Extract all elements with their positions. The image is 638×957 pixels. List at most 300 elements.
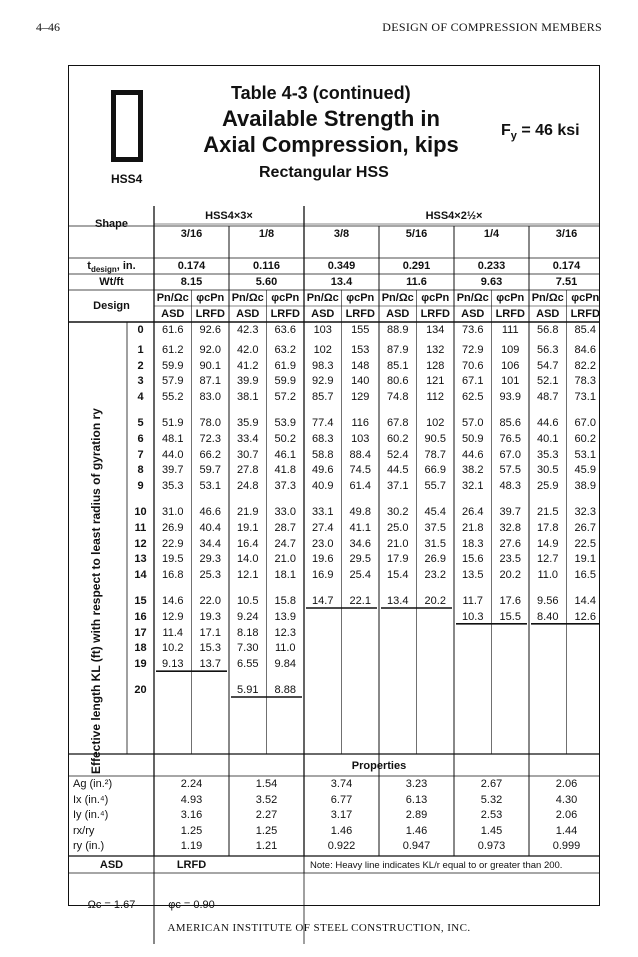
strength-value: 31.0	[162, 506, 184, 518]
property-value: 2.67	[480, 778, 503, 790]
strength-value: 93.9	[499, 391, 521, 404]
kl-value: 8	[137, 464, 144, 477]
strength-value: 102	[313, 343, 332, 356]
property-value: 0.947	[402, 840, 431, 852]
strength-value: 63.6	[274, 324, 296, 336]
strength-value: 45.9	[574, 464, 596, 477]
fy-symbol: F	[501, 122, 511, 139]
strength-value: 5.91	[237, 684, 259, 696]
phi-pn-header: φcPn	[421, 292, 450, 304]
properties-title: Properties	[351, 760, 407, 772]
strength-value: 109	[501, 343, 520, 356]
section-weight: 5.60	[255, 276, 278, 288]
strength-value: 45.4	[424, 506, 446, 518]
asd-subheader: ASD	[236, 308, 260, 320]
table-title	[191, 106, 471, 158]
strength-value: 103	[313, 324, 332, 336]
kl-value: 9	[137, 480, 144, 493]
strength-value: 13.9	[274, 610, 296, 623]
kl-value: 5	[137, 417, 144, 429]
strength-value: 90.1	[199, 359, 221, 372]
strength-value: 14.4	[574, 595, 596, 607]
strength-value: 92.0	[199, 343, 221, 356]
strength-value: 112	[426, 391, 445, 404]
strength-value: 55.2	[162, 391, 184, 404]
strength-value: 78.0	[199, 417, 221, 429]
strength-value: 63.2	[274, 343, 296, 356]
strength-value: 48.7	[537, 391, 559, 404]
strength-value: 14.0	[237, 553, 259, 566]
strength-value: 10.3	[462, 610, 484, 623]
strength-value: 85.1	[387, 359, 409, 372]
strength-value: 52.1	[537, 375, 559, 388]
asd-subheader: ASD	[461, 308, 485, 320]
strength-value: 41.2	[237, 359, 259, 372]
strength-value: 67.8	[387, 417, 409, 429]
strength-value: 57.2	[274, 391, 296, 404]
strength-value: 82.2	[574, 359, 596, 372]
tdesign-subscript: design	[90, 265, 117, 275]
strength-value: 40.4	[199, 521, 221, 534]
strength-value: 38.9	[574, 480, 596, 493]
strength-value: 50.2	[274, 432, 296, 445]
strength-value: 12.7	[537, 553, 559, 566]
hss-shape-icon	[111, 90, 143, 162]
strength-value: 25.3	[199, 569, 221, 582]
strength-value: 29.3	[199, 553, 221, 566]
strength-value: 32.8	[499, 521, 521, 534]
strength-value: 74.8	[387, 391, 409, 404]
section-thickness: 1/4	[483, 228, 500, 240]
strength-value: 59.7	[199, 464, 221, 477]
kl-value: 0	[137, 324, 144, 336]
strength-value: 74.5	[349, 464, 371, 477]
strength-value: 56.8	[537, 324, 559, 336]
property-value: 1.44	[555, 824, 578, 837]
strength-value: 26.9	[162, 521, 184, 534]
pn-omega-header: Pn/Ωc	[306, 292, 339, 304]
strength-value: 19.3	[199, 610, 221, 623]
strength-value: 27.8	[237, 464, 259, 477]
strength-value: 32.3	[574, 506, 596, 518]
kl-value: 13	[134, 553, 147, 566]
strength-value: 10.2	[162, 642, 184, 655]
strength-value: 155	[351, 324, 370, 336]
property-value: 2.06	[555, 778, 578, 790]
strength-value: 24.7	[274, 537, 296, 550]
property-value: 1.45	[480, 824, 503, 837]
section-tdesign: 0.291	[402, 260, 431, 272]
section-thickness: 3/16	[180, 228, 203, 240]
strength-value: 92.6	[199, 324, 221, 336]
kl-value: 4	[137, 391, 144, 404]
fy-subscript: y	[510, 130, 517, 143]
strength-value: 48.3	[499, 480, 521, 493]
section-title: DESIGN OF COMPRESSION MEMBERS	[382, 20, 602, 34]
lrfd-subheader: LRFD	[195, 308, 225, 320]
kl-value: 11	[134, 521, 147, 534]
strength-value: 106	[501, 359, 520, 372]
kl-value: 20	[134, 684, 147, 696]
property-value: 4.30	[555, 793, 578, 806]
strength-value: 34.6	[349, 537, 371, 550]
strength-value: 66.9	[424, 464, 446, 477]
strength-value: 9.56	[537, 595, 559, 607]
kl-value: 7	[137, 448, 144, 461]
strength-value: 9.13	[162, 658, 184, 671]
kl-axis-label: Effective length KL (ft) with respect to least radius of gyration ry	[89, 408, 103, 774]
strength-value: 102	[426, 417, 445, 429]
strength-value: 35.9	[237, 417, 259, 429]
strength-value: 27.6	[499, 537, 521, 550]
strength-value: 46.1	[274, 448, 296, 461]
table-title-line1: Available Strength in	[221, 106, 440, 131]
page-footer: AMERICAN INSTITUTE OF STEEL CONSTRUCTION, INC.	[167, 922, 471, 934]
strength-value: 39.7	[162, 464, 184, 477]
strength-value: 44.6	[537, 417, 559, 429]
strength-value: 88.4	[349, 448, 371, 461]
strength-value: 55.7	[424, 480, 446, 493]
property-value: 1.21	[255, 840, 278, 852]
table-number: Table 4-3 (continued)	[231, 83, 411, 103]
strength-value: 19.6	[312, 553, 334, 566]
strength-value: 35.3	[162, 480, 184, 493]
strength-value: 8.40	[537, 610, 559, 623]
pn-omega-header: Pn/Ωc	[456, 292, 489, 304]
strength-value: 76.5	[499, 432, 521, 445]
strength-value: 67.0	[499, 448, 521, 461]
strength-value: 98.3	[312, 359, 334, 372]
property-value: 1.46	[330, 824, 353, 837]
strength-value: 12.1	[237, 569, 259, 582]
kl-value: 17	[134, 626, 147, 639]
strength-value: 128	[426, 359, 445, 372]
strength-value: 85.4	[574, 324, 596, 336]
property-label: ry (in.)	[73, 840, 105, 852]
strength-value: 72.9	[462, 343, 484, 356]
property-value: 1.25	[255, 824, 278, 837]
kl-value: 19	[134, 658, 147, 671]
strength-value: 38.2	[462, 464, 484, 477]
phi-pn-header: φcPn	[346, 292, 375, 304]
strength-value: 19.1	[237, 521, 259, 534]
property-value: 0.922	[327, 840, 356, 852]
table-frame	[68, 65, 600, 911]
section-weight: 11.6	[406, 276, 427, 288]
strength-value: 67.0	[574, 417, 596, 429]
strength-value: 37.5	[424, 521, 446, 534]
group-header-1: HSS4×2½×	[425, 210, 483, 222]
strength-value: 16.4	[237, 537, 259, 550]
asd-subheader: ASD	[161, 308, 185, 320]
section-thickness: 5/16	[405, 228, 428, 240]
strength-value: 52.4	[387, 448, 409, 461]
strength-value: 58.8	[312, 448, 334, 461]
strength-value: 21.0	[387, 537, 409, 550]
section-thickness: 3/16	[555, 228, 578, 240]
strength-value: 29.5	[349, 553, 371, 566]
strength-value: 72.3	[199, 432, 221, 445]
strength-value: 16.9	[312, 569, 334, 582]
strength-value: 84.6	[574, 343, 596, 356]
strength-value: 11.0	[274, 642, 296, 655]
strength-value: 15.5	[499, 610, 521, 623]
property-value: 0.999	[552, 840, 581, 852]
strength-value: 57.9	[162, 375, 184, 388]
strength-value: 13.5	[462, 569, 484, 582]
property-value: 2.24	[180, 778, 203, 790]
page-number: 4–46	[36, 20, 60, 34]
asd-label: ASD	[99, 859, 124, 871]
strength-value: 92.9	[312, 375, 334, 388]
strength-value: 87.1	[199, 375, 221, 388]
strength-value: 21.8	[462, 521, 484, 534]
section-weight: 7.51	[555, 276, 578, 288]
strength-value: 13.4	[387, 595, 409, 607]
property-value: 2.89	[405, 809, 428, 821]
strength-value: 134	[426, 324, 445, 336]
section-tdesign: 0.349	[327, 260, 356, 272]
strength-value: 11.4	[162, 626, 184, 639]
strength-value: 53.9	[274, 417, 296, 429]
strength-value: 38.1	[237, 391, 259, 404]
strength-value: 30.7	[237, 448, 259, 461]
strength-value: 62.5	[462, 391, 484, 404]
page-header	[36, 20, 602, 36]
strength-value: 59.9	[274, 375, 296, 388]
strength-value: 32.1	[462, 480, 484, 493]
kl-value: 3	[137, 375, 144, 388]
strength-value: 129	[351, 391, 370, 404]
strength-value: 34.4	[199, 537, 221, 550]
property-value: 3.52	[255, 793, 278, 806]
strength-value: 13.7	[199, 658, 221, 671]
strength-value: 15.3	[199, 642, 221, 655]
strength-value: 28.7	[274, 521, 296, 534]
kl-value: 1	[137, 343, 144, 356]
property-value: 6.77	[330, 793, 353, 806]
strength-value: 40.1	[537, 432, 559, 445]
property-value: 3.16	[180, 809, 203, 821]
strength-value: 44.0	[162, 448, 184, 461]
strength-value: 85.7	[312, 391, 334, 404]
strength-value: 26.4	[462, 506, 484, 518]
property-value: 2.06	[555, 809, 578, 821]
strength-value: 33.1	[312, 506, 334, 518]
strength-value: 14.6	[162, 595, 184, 607]
strength-value: 61.9	[274, 359, 296, 372]
strength-value: 68.3	[312, 432, 334, 445]
strength-value: 6.55	[237, 658, 259, 671]
strength-value: 85.6	[499, 417, 521, 429]
strength-value: 54.7	[537, 359, 559, 372]
kl-value: 2	[137, 359, 144, 372]
strength-value: 17.9	[387, 553, 409, 566]
phi-factor: φc = 0.90	[168, 899, 215, 911]
strength-value: 15.4	[387, 569, 409, 582]
strength-value: 90.5	[424, 432, 446, 445]
strength-value: 11.7	[462, 595, 484, 607]
strength-value: 23.2	[424, 569, 446, 582]
strength-value: 10.5	[237, 595, 259, 607]
strength-value: 12.3	[274, 626, 296, 639]
lrfd-subheader: LRFD	[570, 308, 600, 320]
table-subtitle: Rectangular HSS	[259, 164, 389, 181]
lrfd-subheader: LRFD	[420, 308, 450, 320]
strength-value: 15.6	[462, 553, 484, 566]
strength-value: 60.2	[387, 432, 409, 445]
strength-value: 30.5	[537, 464, 559, 477]
strength-value: 26.9	[424, 553, 446, 566]
strength-value: 23.5	[499, 553, 521, 566]
phi-pn-header: φcPn	[196, 292, 225, 304]
asd-subheader: ASD	[311, 308, 335, 320]
phi-pn-header: φcPn	[496, 292, 525, 304]
yield-strength	[501, 122, 580, 142]
strength-value: 19.1	[574, 553, 596, 566]
strength-value: 18.1	[274, 569, 296, 582]
strength-value: 25.9	[537, 480, 559, 493]
asd-subheader: ASD	[386, 308, 410, 320]
strength-value: 20.2	[499, 569, 521, 582]
property-value: 6.13	[405, 793, 428, 806]
property-value: 5.32	[480, 793, 503, 806]
kl-value: 18	[134, 642, 147, 655]
strength-value: 50.9	[462, 432, 484, 445]
strength-value: 41.1	[349, 521, 371, 534]
strength-value: 27.4	[312, 521, 334, 534]
property-label: rx/ry	[73, 824, 95, 837]
strength-value: 26.7	[574, 521, 596, 534]
strength-value: 8.88	[274, 684, 296, 696]
strength-value: 53.1	[199, 480, 221, 493]
section-tdesign: 0.233	[477, 260, 506, 272]
strength-value: 16.5	[574, 569, 596, 582]
strength-value: 33.0	[274, 506, 296, 518]
strength-value: 37.1	[387, 480, 409, 493]
group-header-0: HSS4×3×	[205, 210, 253, 222]
section-thickness: 3/8	[333, 228, 350, 240]
strength-value: 70.6	[462, 359, 484, 372]
section-tdesign: 0.174	[552, 260, 581, 272]
property-label: Ag (in.²)	[73, 778, 113, 790]
strength-value: 16.8	[162, 569, 184, 582]
section-weight: 13.4	[330, 276, 353, 288]
strength-value: 39.7	[499, 506, 521, 518]
strength-value: 88.9	[387, 324, 409, 336]
section-tdesign: 0.174	[177, 260, 206, 272]
pn-omega-header: Pn/Ωc	[531, 292, 564, 304]
kl-value: 16	[134, 610, 147, 623]
kl-value: 10	[134, 506, 147, 518]
strength-value: 73.6	[462, 324, 484, 336]
strength-value: 121	[426, 375, 445, 388]
strength-value: 51.9	[162, 417, 184, 429]
strength-value: 49.6	[312, 464, 334, 477]
property-value: 1.54	[255, 778, 278, 790]
strength-value: 57.0	[462, 417, 484, 429]
strength-value: 87.9	[387, 343, 409, 356]
kl-value: 14	[134, 569, 147, 582]
property-value: 3.17	[330, 809, 353, 821]
kl-value: 6	[137, 432, 144, 445]
strength-value: 12.9	[162, 610, 184, 623]
strength-value: 22.0	[199, 595, 221, 607]
strength-value: 148	[351, 359, 370, 372]
strength-value: 78.7	[424, 448, 446, 461]
strength-value: 22.5	[574, 537, 596, 550]
strength-value: 132	[426, 343, 445, 356]
strength-value: 14.9	[537, 537, 559, 550]
strength-value: 14.7	[312, 595, 334, 607]
property-value: 0.973	[477, 840, 506, 852]
strength-value: 42.0	[237, 343, 259, 356]
section-tdesign: 0.116	[253, 260, 280, 272]
lrfd-subheader: LRFD	[495, 308, 525, 320]
strength-value: 24.8	[237, 480, 259, 493]
strength-value: 153	[351, 343, 370, 356]
property-value: 1.19	[180, 840, 203, 852]
kl-value: 15	[134, 595, 147, 607]
strength-value: 80.6	[387, 375, 409, 388]
strength-value: 9.84	[274, 658, 296, 671]
strength-value: 35.3	[537, 448, 559, 461]
section-thickness: 1/8	[258, 228, 275, 240]
property-value: 3.23	[405, 778, 428, 790]
phi-pn-header: φcPn	[271, 292, 300, 304]
strength-value: 53.1	[574, 448, 596, 461]
strength-value: 17.1	[199, 626, 221, 639]
strength-value: 7.30	[237, 642, 259, 655]
strength-value: 103	[351, 432, 370, 445]
wtft-header: Wt/ft	[99, 276, 124, 288]
strength-value: 20.2	[424, 595, 446, 607]
strength-value: 39.9	[237, 375, 259, 388]
strength-value: 33.4	[237, 432, 259, 445]
strength-value: 116	[351, 417, 370, 429]
strength-value: 22.9	[162, 537, 184, 550]
strength-value: 67.1	[462, 375, 484, 388]
strength-value: 22.1	[349, 595, 371, 607]
strength-value: 15.8	[274, 595, 296, 607]
kl-value: 12	[134, 537, 147, 550]
lrfd-label: LRFD	[176, 859, 207, 871]
strength-value: 83.0	[199, 391, 221, 404]
strength-value: 19.5	[162, 553, 184, 566]
strength-value: 11.0	[537, 569, 559, 582]
section-weight: 9.63	[480, 276, 503, 288]
strength-value: 111	[501, 324, 519, 336]
strength-value: 25.4	[349, 569, 371, 582]
strength-value: 61.6	[162, 324, 184, 336]
property-value: 1.25	[180, 824, 203, 837]
tdesign-header	[69, 260, 154, 276]
strength-value: 9.24	[237, 610, 259, 623]
phi-pn-header: φcPn	[571, 292, 600, 304]
property-value: 2.53	[480, 809, 503, 821]
omega-factor: Ωc = 1.67	[87, 899, 136, 911]
property-value: 2.27	[255, 809, 278, 821]
shape-header: Shape	[94, 218, 128, 230]
pn-omega-header: Pn/Ωc	[231, 292, 264, 304]
strength-value: 21.9	[237, 506, 259, 518]
strength-value: 140	[351, 375, 370, 388]
asd-subheader: ASD	[536, 308, 560, 320]
strength-value: 59.9	[162, 359, 184, 372]
tdesign-symbol: t	[87, 260, 91, 272]
fy-value: = 46 ksi	[516, 122, 580, 139]
strength-value: 66.2	[199, 448, 221, 461]
